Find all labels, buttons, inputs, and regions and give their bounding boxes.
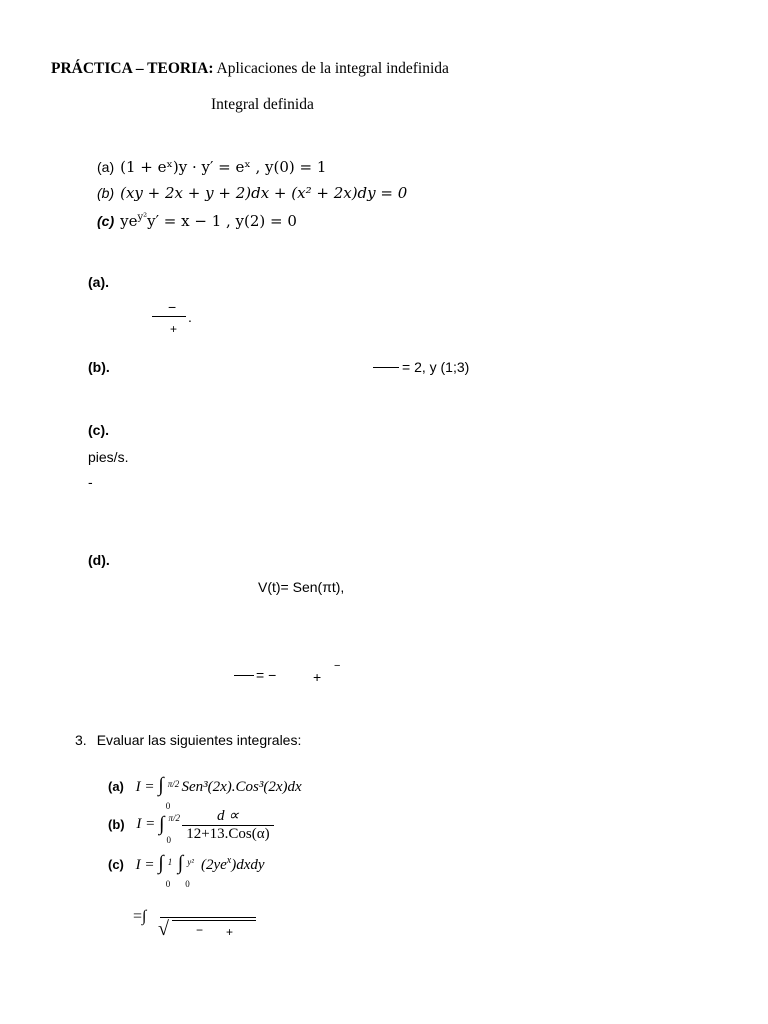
integral-a-upper: π/2	[167, 779, 180, 789]
equation-b-label: (b)	[97, 185, 115, 201]
integral-c-upper1: 1	[167, 857, 173, 867]
integral-c-lower1: 0	[165, 879, 171, 889]
extra-frac-bar-top	[160, 917, 256, 918]
section-c-line2: -	[88, 474, 93, 490]
equation-c-label: (c)	[97, 213, 115, 229]
page-subtitle: Integral definida	[211, 96, 314, 113]
integral-c-upper2: y²	[187, 857, 194, 867]
integral-b-lower: 0	[166, 834, 171, 845]
integral-b-den: 12+13.Cos(α)	[186, 826, 270, 842]
section-d-eq2: +	[313, 669, 322, 685]
integral-c	[108, 852, 265, 889]
integral-c-lhs: I =	[135, 857, 155, 873]
integral-a	[108, 774, 302, 811]
integral-a-expr: Sen³(2x).Cos³(2x)dx	[181, 779, 302, 795]
integral-c-label: (c)	[108, 857, 124, 872]
integral-c-expr-end: )dxdy	[231, 857, 265, 873]
extra-integral-lhs: =∫	[133, 908, 147, 925]
integral-c-expr-sup: x	[226, 855, 232, 866]
section-d-label: (d).	[88, 552, 110, 568]
section-b-label: (b).	[88, 359, 110, 375]
integral-b-num: d ∝	[182, 806, 273, 826]
equation-a-expr: (1 + eˣ)y · y′ = eˣ , y(0) = 1	[120, 158, 327, 176]
integral-a-lhs: I =	[135, 779, 155, 795]
section-b-frac-bar	[373, 367, 399, 368]
equation-a-label: (a)	[97, 159, 115, 175]
section-a-frac-den: +	[170, 322, 178, 336]
equation-b	[97, 184, 407, 202]
extra-inner-minus: −	[196, 923, 204, 937]
section-b-tail: = 2, y (1;3)	[402, 359, 470, 375]
extra-radical-bar	[172, 920, 256, 921]
extra-radical: √	[158, 918, 169, 940]
section-a-frac-num: −	[168, 299, 177, 315]
extra-inner-plus: +	[226, 925, 234, 939]
page-title	[51, 60, 449, 78]
equation-b-expr: (xy + 2x + y + 2)dx + (x² + 2x)dy = 0	[120, 184, 408, 202]
question3-heading	[75, 732, 301, 748]
section-d-frac-bar	[234, 675, 254, 676]
section-d-eq3: −	[334, 660, 341, 672]
equation-c-pre: ye	[120, 212, 138, 230]
integral-c-lower2: 0	[185, 879, 190, 889]
section-c-label: (c).	[88, 422, 109, 438]
integral-b-label: (b)	[108, 817, 125, 832]
integral-b-sign: ∫	[158, 813, 165, 835]
integral-c-sign1: ∫	[158, 852, 164, 874]
equation-c	[97, 212, 297, 230]
section-a-dot: .	[188, 309, 192, 325]
integral-b	[108, 806, 274, 843]
title-bold: PRÁCTICA – TEORIA:	[51, 60, 214, 77]
section-a-frac-bar	[152, 316, 186, 317]
section-d-eq1: = −	[256, 667, 277, 683]
question3-text: Evaluar las siguientes integrales:	[96, 732, 302, 748]
integral-c-sign2: ∫	[177, 852, 184, 874]
integral-b-upper: π/2	[168, 812, 180, 823]
section-a-label: (a).	[88, 274, 109, 290]
equation-c-post: y′ = x − 1 , y(2) = 0	[147, 212, 297, 230]
integral-b-fraction	[182, 806, 273, 843]
section-c-line1: pies/s.	[88, 449, 129, 465]
integral-a-sign: ∫	[158, 774, 164, 796]
integral-a-label: (a)	[108, 779, 124, 794]
title-rest: Aplicaciones de la integral indefinida	[213, 60, 449, 77]
equation-c-sup: y²	[137, 212, 148, 223]
question3-number: 3.	[75, 732, 87, 748]
equation-a	[97, 158, 326, 176]
section-d-velocity: V(t)= Sen(πt),	[258, 579, 345, 595]
integral-b-lhs: I =	[136, 816, 156, 832]
integral-c-expr: (2ye	[200, 857, 227, 873]
integral-a-lower: 0	[165, 801, 171, 811]
